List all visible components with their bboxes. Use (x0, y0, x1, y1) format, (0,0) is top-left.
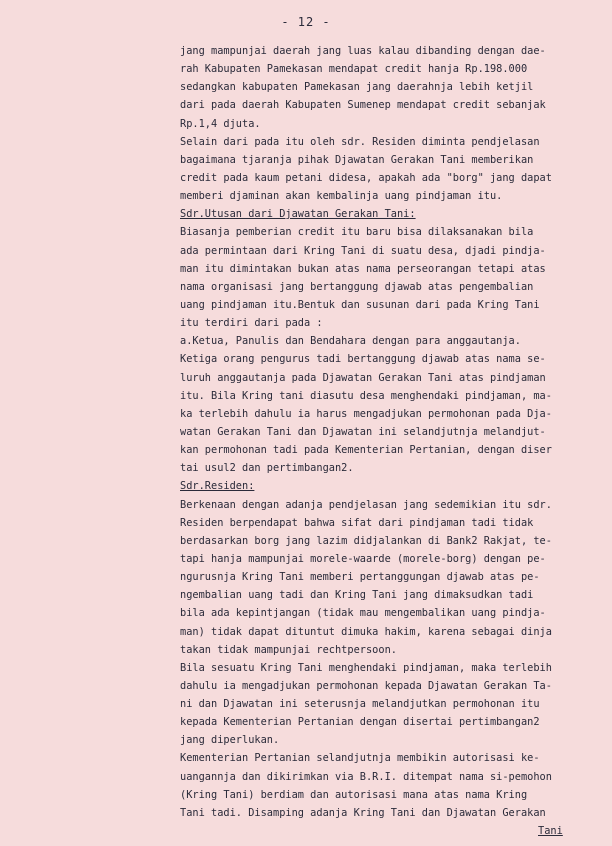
text-line: credit pada kaum petani didesa, apakah ada "borg" jang dapat (180, 171, 552, 184)
text-line: Residen berpendapat bahwa sifat dari pindjaman tadi tidak (180, 516, 534, 529)
text-line: itu terdiri dari pada : (180, 317, 323, 330)
text-line: man) tidak dapat dituntut dimuka hakim, karena sebagai dinja (180, 625, 552, 638)
section-heading (180, 477, 612, 495)
text-line: memberi djaminan akan kembalinja uang pindjaman itu. (180, 190, 503, 203)
section-heading-label: Sdr.Utusan dari Djawatan Gerakan Tani: (180, 208, 416, 221)
catchword-line (180, 822, 612, 840)
text-line: Tani tadi. Disamping adanja Kring Tani dan Djawatan Gerakan (180, 806, 546, 819)
text-line: tai usul2 dan pertimbangan2. (180, 462, 354, 475)
section-heading-label: Sdr.Residen: (180, 480, 255, 493)
text-line: Ketiga orang pengurus tadi bertanggung djawab atas nama se- (180, 353, 546, 366)
text-line: Kementerian Pertanian selandjutnja membikin autorisasi ke- (180, 752, 540, 765)
text-line: watan Gerakan Tani dan Djawatan ini selandjutnja melandjut- (180, 425, 546, 438)
text-line: man itu dimintakan bukan atas nama perseorangan tetapi atas (180, 262, 546, 275)
text-line: sedangkan kabupaten Pamekasan jang daerahnja lebih ketjil (180, 81, 534, 94)
text-line: luruh anggautanja pada Djawatan Gerakan Tani atas pindjaman (180, 371, 546, 384)
text-line: dari pada daerah Kabupaten Sumenep mendapat credit sebanjak (180, 99, 546, 112)
text-line: jang diperlukan. (180, 734, 280, 747)
text-line: uang pindjaman itu.Bentuk dan susunan dari pada Kring Tani (180, 298, 540, 311)
text-line: itu. Bila Kring tani diasutu desa menghendaki pindjaman, ma- (180, 389, 552, 402)
catchword: Tani (538, 825, 563, 838)
page-number: - 12 - (281, 15, 331, 29)
body-text (180, 42, 612, 840)
text-line: uangannja dan dikirimkan via B.R.I. ditempat nama si-pemohon (180, 770, 552, 783)
text-line: Biasanja pemberian credit itu baru bisa dilaksanakan bila (180, 226, 534, 239)
text-line: (Kring Tani) berdiam dan autorisasi mana atas nama Kring (180, 788, 528, 801)
text-line: bagaimana tjaranja pihak Djawatan Gerakan Tani memberikan (180, 153, 534, 166)
text-line: dahulu ia mengadjukan permohonan kepada Djawatan Gerakan Ta- (180, 679, 552, 692)
text-line: ni dan Djawatan ini seterusnja melandjutkan permohonan itu (180, 698, 540, 711)
text-line: ngurusnja Kring Tani memberi pertanggungan djawab atas pe- (180, 571, 540, 584)
text-line: ada permintaan dari Kring Tani di suatu desa, djadi pindja- (180, 244, 546, 257)
text-line: Berkenaan dengan adanja pendjelasan jang sedemikian itu sdr. (180, 498, 552, 511)
text-line: Selain dari pada itu oleh sdr. Residen diminta pendjelasan (180, 135, 540, 148)
text-line: jang mampunjai daerah jang luas kalau dibanding dengan dae- (180, 45, 546, 57)
text-line: nama organisasi jang bertanggung djawab atas pengembalian (180, 280, 534, 293)
text-line: a.Ketua, Panulis dan Bendahara dengan para anggautanja. (180, 335, 521, 348)
text-line: rah Kabupaten Pamekasan mendapat credit hanja Rp.198.000 (180, 63, 528, 76)
text-line: takan tidak mampunjai rechtpersoon. (180, 643, 397, 656)
text-line: tapi hanja mampunjai morele-waarde (morele-borg) dengan pe- (180, 552, 546, 565)
text-line: bila ada kepintjangan (tidak mau mengembalikan uang pindja- (180, 607, 546, 620)
text-line: kepada Kementerian Pertanian dengan disertai pertimbangan2 (180, 716, 540, 729)
text-line: Bila sesuatu Kring Tani menghendaki pindjaman, maka terlebih (180, 661, 552, 674)
text-line: ngembalian uang tadi dan Kring Tani jang dimaksudkan tadi (180, 589, 534, 602)
section-heading (180, 205, 612, 223)
text-line: kan permohonan tadi pada Kementerian Pertanian, dengan diser (180, 444, 552, 457)
text-line: ka terlebih dahulu ia harus mengadjukan permohonan pada Dja- (180, 407, 552, 420)
text-line: Rp.1,4 djuta. (180, 117, 261, 130)
text-line: berdasarkan borg jang lazim didjalankan di Bank2 Rakjat, te- (180, 534, 552, 547)
